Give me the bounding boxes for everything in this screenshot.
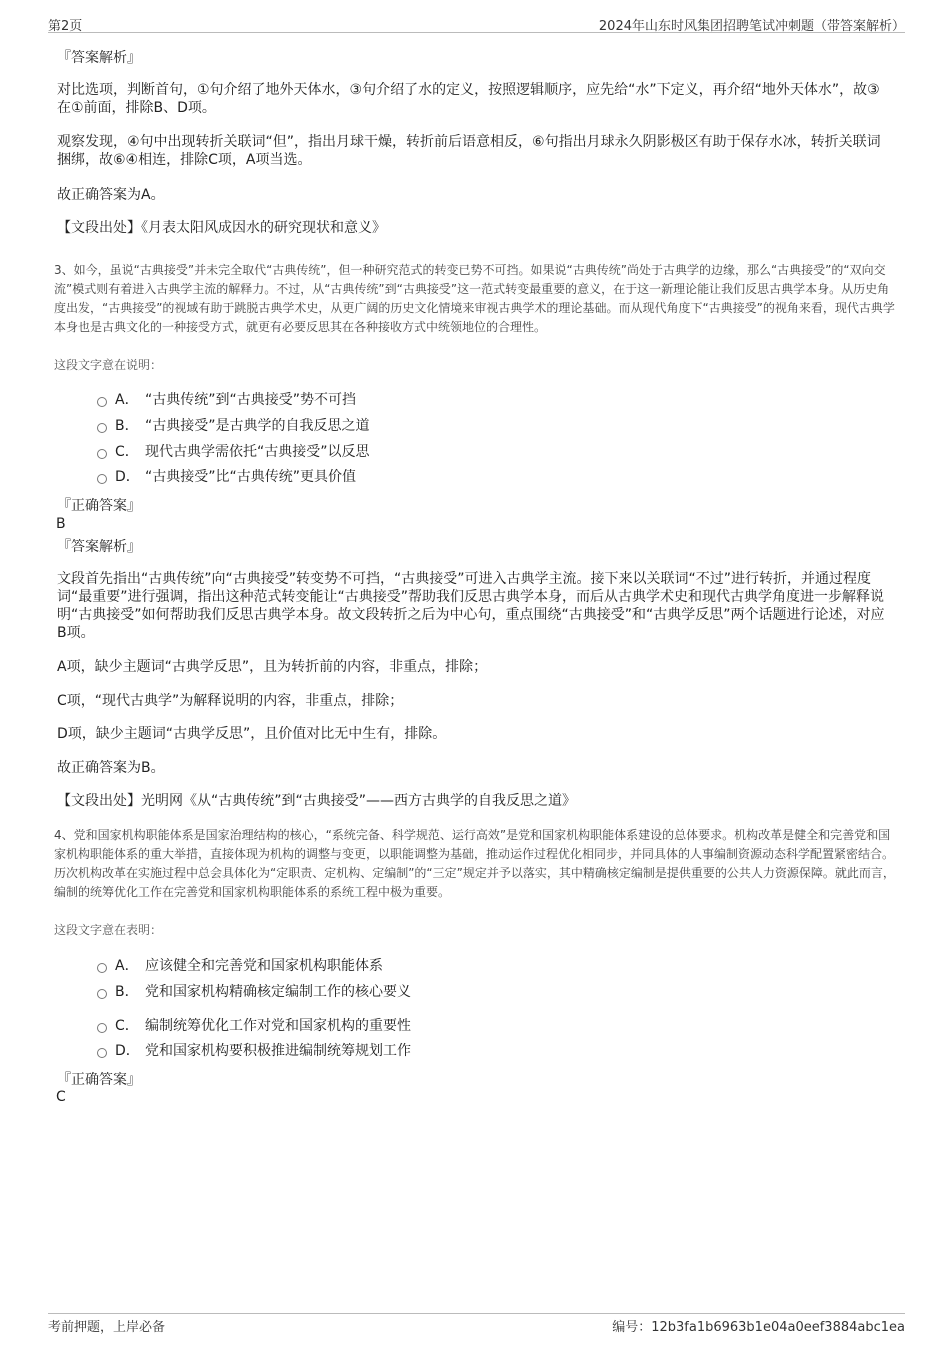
- option-b[interactable]: B． “古典接受”是古典学的自我反思之道: [97, 417, 370, 435]
- correct-answer-label: 『正确答案』: [57, 498, 141, 514]
- analysis-note-a: A项，缺少主题词“古典学反思”，且为转折前的内容，非重点，排除；: [57, 659, 488, 675]
- correct-answer: C: [56, 1089, 66, 1105]
- option-c[interactable]: C． 编制统筹优化工作对党和国家机构的重要性: [97, 1017, 411, 1035]
- question-3-stem: 这段文字意在说明：: [54, 358, 163, 372]
- analysis-paragraph: 观察发现，④句中出现转折关联词“但”，指出月球干燥，转折前后语意相反，⑥句指出月球永久阴影极区有助于保存水冰，转折关联词捆绑，故⑥④相连，排除C项，A项当选。: [57, 134, 881, 168]
- page-header: [48, 16, 905, 33]
- source-citation: 【文段出处】《月表太阳风成因水的研究现状和意义》: [57, 220, 386, 236]
- page-number: 第2页: [48, 19, 83, 34]
- radio-icon[interactable]: [97, 423, 107, 433]
- option-d[interactable]: D． “古典接受”比“古典传统”更具价值: [97, 468, 356, 486]
- document-code: 编号：12b3fa1b6963b1e04a0eef3884abc1ea: [612, 1320, 905, 1335]
- analysis-note-c: C项，“现代古典学”为解释说明的内容，非重点，排除；: [57, 693, 404, 709]
- question-4-text: 4、党和国家机构职能体系是国家治理结构的核心，“系统完备、科学规范、运行高效”是党和国家机构职能体系建设的总体要求。机构改革是健全和完善党和国家机构职能体系的重大举措，直接体现为机构的调整与变更，以职能调整为基础，推动运作过程优化相同步，并同具体的人事编制资源动态科学配置紧密结合。历次机构改革在实施过程中总会具体化为“定职责、定机构、定编制”的“三定”规定并予以落实，其中精确核定编制是提供重要的公共人力资源保障。就此而言，编制的统筹优化工作在完善党和国家机构职能体系的系统工程中极为重要。: [54, 828, 895, 899]
- answer-conclusion: 故正确答案为A。: [57, 187, 165, 203]
- analysis-label: 『答案解析』: [57, 539, 141, 555]
- radio-icon[interactable]: [97, 963, 107, 973]
- answer-conclusion: 故正确答案为B。: [57, 760, 165, 776]
- option-a[interactable]: A． “古典传统”到“古典接受”势不可挡: [97, 391, 356, 409]
- source-citation: 【文段出处】光明网《从“古典传统”到“古典接受”——西方古典学的自我反思之道》: [57, 793, 577, 809]
- radio-icon[interactable]: [97, 1023, 107, 1033]
- correct-answer-label: 『正确答案』: [57, 1072, 141, 1088]
- question-3-text: 3、如今，虽说“古典接受”并未完全取代“古典传统”，但一种研究范式的转变已势不可挡。如果说“古典传统”尚处于古典学的边缘，那么“古典接受”的“双向交流”模式则有着进入古典学主流的解释力。不过，从“古典传统”到“古典接受”这一范式转变最重要的意义，在于这一新理论能让我们反思古典学本身。从历史角度出发，“古典接受”的视域有助于跳脱古典学术史，从更广阔的历史文化情境来审视古典学术的理论基础。而从现代角度下“古典接受”的视角来看，现代古典学本身也是古典文化的一种接受方式，就更有必要反思其在各种接收方式中统领地位的合理性。: [54, 263, 895, 334]
- analysis-note-d: D项，缺少主题词“古典学反思”，且价值对比无中生有，排除。: [57, 726, 447, 742]
- correct-answer: B: [56, 516, 66, 532]
- radio-icon[interactable]: [97, 1048, 107, 1058]
- option-a[interactable]: A． 应该健全和完善党和国家机构职能体系: [97, 957, 383, 975]
- analysis-paragraph: 文段首先指出“古典传统”向“古典接受”转变势不可挡，“古典接受”可进入古典学主流。接下来以关联词“不过”进行转折，并通过程度词“最重要”进行强调，指出这种范式转变能让“古典接受”帮助我们反思古典学本身，而后从古典学术史和现代古典学角度进一步解释说明“古典接受”如何帮助我们反思古典学本身。故文段转折之后为中心句，重点围绕“古典接受”和“古典学反思”两个话题进行论述，对应B项。: [57, 571, 885, 641]
- analysis-paragraph: 对比选项，判断首句，①句介绍了地外天体水，③句介绍了水的定义，按照逻辑顺序，应先给“水”下定义，再介绍“地外天体水”，故③在①前面，排除B、D项。: [57, 82, 880, 116]
- radio-icon[interactable]: [97, 449, 107, 459]
- analysis-label: 『答案解析』: [57, 50, 141, 66]
- option-b[interactable]: B． 党和国家机构精确核定编制工作的核心要义: [97, 983, 411, 1001]
- radio-icon[interactable]: [97, 989, 107, 999]
- option-c[interactable]: C． 现代古典学需依托“古典接受”以反思: [97, 443, 370, 461]
- page-footer: [48, 1313, 905, 1334]
- document-title: 2024年山东时风集团招聘笔试冲刺题（带答案解析）: [598, 19, 905, 34]
- footer-slogan: 考前押题，上岸必备: [48, 1320, 166, 1335]
- question-4-stem: 这段文字意在表明：: [54, 923, 163, 937]
- radio-icon[interactable]: [97, 474, 107, 484]
- option-d[interactable]: D． 党和国家机构要积极推进编制统筹规划工作: [97, 1042, 411, 1060]
- radio-icon[interactable]: [97, 397, 107, 407]
